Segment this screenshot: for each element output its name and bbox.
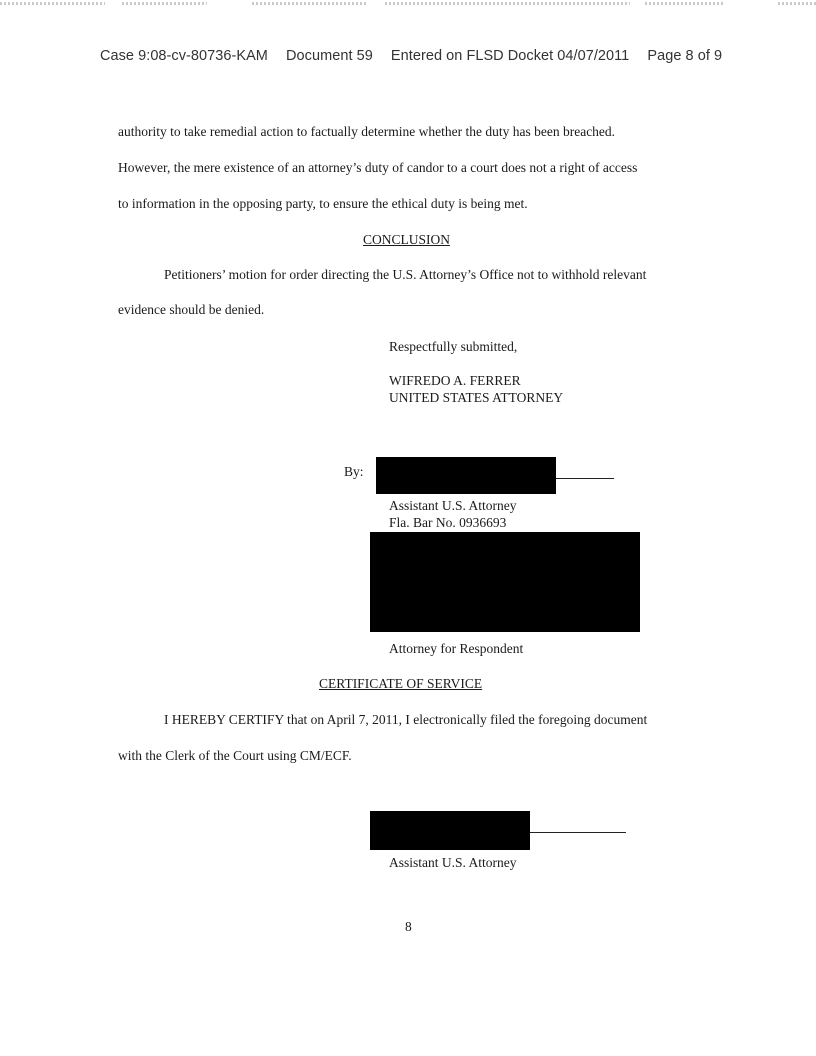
signature-line [556,478,614,479]
body-text-line: to information in the opposing party, to ensure the ethical duty is being met. [118,196,528,211]
scan-artifact [0,2,105,5]
scan-artifact [252,2,367,5]
scan-artifact [778,2,816,5]
certificate-heading: CERTIFICATE OF SERVICE [319,676,483,691]
conclusion-heading: CONCLUSION [363,232,451,247]
page-number: 8 [405,919,412,934]
case-number: Case 9:08-cv-80736-KAM [100,48,268,64]
body-text-line: I HEREBY CERTIFY that on April 7, 2011, I electronically filed the foregoing document [164,712,648,727]
redaction-box [376,457,556,494]
attorney-role: Assistant U.S. Attorney [389,498,517,513]
redaction-box [370,811,530,850]
signature-closing: Respectfully submitted, [389,339,518,354]
body-text-line: with the Clerk of the Court using CM/ECF. [118,748,352,763]
scan-artifact [122,2,207,5]
body-text-line: authority to take remedial action to factually determine whether the duty has been breached. [118,124,616,139]
scan-artifact [385,2,630,5]
scan-artifact-strip [0,0,816,8]
scan-artifact [645,2,725,5]
document-number: Document 59 [286,48,373,64]
signatory-name: WIFREDO A. FERRER [389,373,521,388]
redaction-box [370,532,640,632]
signatory-title: UNITED STATES ATTORNEY [389,390,564,405]
docket-header [100,48,722,64]
body-text-line: evidence should be denied. [118,302,265,317]
by-label: By: [344,464,364,479]
signature-line [530,832,626,833]
docket-entry: Entered on FLSD Docket 04/07/2011 [390,48,630,64]
bar-number: Fla. Bar No. 0936693 [389,515,507,530]
attorney-for-label: Attorney for Respondent [389,641,524,656]
body-text-line: However, the mere existence of an attorney’s duty of candor to a court does not a right of access [118,160,638,175]
page-indicator: Page 8 of 9 [647,48,723,64]
body-text-line: Petitioners’ motion for order directing the U.S. Attorney’s Office not to withhold relevant [164,267,647,282]
attorney-role: Assistant U.S. Attorney [389,855,517,870]
